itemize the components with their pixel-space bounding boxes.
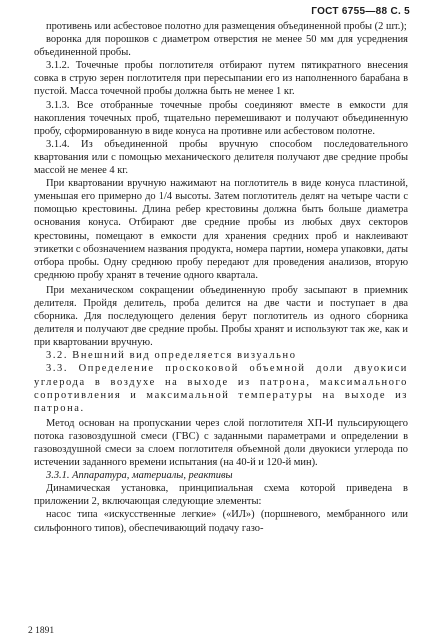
list-item: насос типа «искусственные легкие» («ИЛ») (поршневого, мембранного или сильфонного типов), обеспечивающий подачу газо- — [34, 509, 408, 534]
clause-3-3: 3.3. Определение проскоковой объемной доли двуокиси углерода в воздухе на выходе из патрона, максимального сопротивления и максимальной температуры на выходе из патрона. — [34, 363, 408, 414]
paragraph: Метод основан на пропускании через слой поглотителя ХП-И пульсирующего потока газовоздушной смеси (ГВС) с заданными параметрами и определении в газовоздушной смеси за слоем поглотителя объемной доли двуокиси углерода по истечении заданного времени испытания (на 40-й и 120-й мин). — [34, 417, 408, 469]
paragraph: Динамическая установка, принципиальная схема которой приведена в приложении 2, включающая следующие элементы: — [34, 483, 408, 508]
running-header: ГОСТ 6755—88 С. 5 — [311, 6, 410, 17]
clause-3-1-2: 3.1.2. Точечные пробы поглотителя отбирают путем пятикратного внесения совка в струю зерен поглотителя при пересыпании его из наполненного барабана в пустой. Масса точечной пробы должна быть не менее 1 кг. — [34, 60, 408, 98]
paragraph: При механическом сокращении объединенную пробу засыпают в приемник делителя. Пройдя делитель, проба делится на две части и поступает в два сборника. Для последующего деления берут поглотитель из одного сборника делителя и получают две средние пробы. Пробы хранят и используют так же, как и при квартовании вручную. — [34, 284, 408, 349]
clause-3-1-4: 3.1.4. Из объединенной пробы вручную способом последовательного квартования или с помощью механического делителя получают две средние пробы массой не менее 4 кг. — [34, 138, 408, 177]
page-footer-marker: 2 1891 — [28, 626, 55, 636]
clause-3-3-1-heading: 3.3.1. Аппаратура, материалы, реактивы — [46, 470, 233, 482]
paragraph: воронка для порошков с диаметром отверстия не менее 50 мм для усреднения объединенной пробы. — [34, 34, 408, 59]
paragraph: При квартовании вручную нажимают на поглотитель в виде конуса пластиной, уменьшая его примерно до 1/4 высоты. Затем поглотитель делят на четыре части с помощью крестовины. Длина ребер крестовины должна быть больше диаметра основания конуса. Отбирают две средние пробы из любых двух секторов крестовины, помещают в емкости для хранения средних проб и наклеивают этикетки с обозначением названия продукта, номера партии, номера упаковки, даты отбора пробы. Одну среднюю пробу передают для проведения анализов, вторую среднюю пробу хранят в течение одного квартала. — [34, 178, 408, 281]
paragraph: противень или асбестовое полотно для размещения объединенной пробы (2 шт.); — [46, 21, 407, 32]
clause-3-1-3: 3.1.3. Все отобранные точечные пробы соединяют вместе в емкости для накопления точечных проб, тщательно перемешивают и получают объединенную пробу, сформированную в виде конуса на противне или асбестовом полотне. — [34, 99, 408, 137]
clause-3-2: 3.2. Внешний вид определяется визуально — [46, 350, 297, 362]
document-body — [34, 20, 408, 535]
